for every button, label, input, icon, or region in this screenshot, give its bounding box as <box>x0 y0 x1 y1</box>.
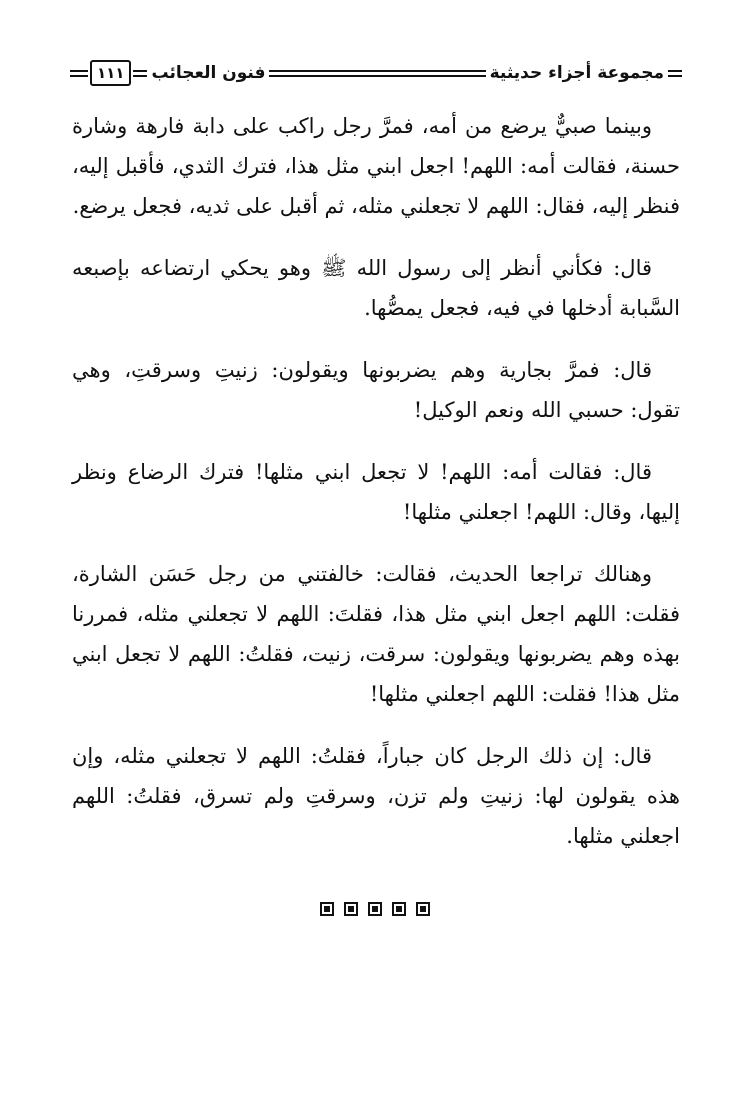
paragraph: قال: فكأني أنظر إلى رسول الله ﷺ وهو يحكي ارتضاعه بإصبعه السَّبابة أدخلها في فيه، فجعل يمصُّها. <box>72 256 680 320</box>
header-rule-before-page <box>133 70 147 77</box>
ornament-square-icon <box>416 902 430 916</box>
header-rule-left <box>70 70 88 77</box>
ornament-square-icon <box>392 902 406 916</box>
book-title: مجموعة أجزاء حديثية <box>489 63 664 83</box>
paragraph: وبينما صبيٌّ يرضع من أمه، فمرَّ رجل راكب على دابة فارهة وشارة حسنة، فقالت أمه: اللهم! اجعل ابني مثل هذا، فترك الثدي، فأقبل إليه، فنظر إليه، فقال: اللهم لا تجعلني مثله، ثم أقبل على ثديه، فجعل يرضع. <box>72 114 680 218</box>
body-text <box>72 106 680 878</box>
end-ornament-icon <box>320 902 430 918</box>
running-header <box>70 56 682 90</box>
paragraph: قال: فقالت أمه: اللهم! لا تجعل ابني مثلها! فترك الرضاع ونظر إليها، وقال: اللهم! اجعلني مثلها! <box>72 460 680 524</box>
paragraph: قال: فمرَّ بجارية وهم يضربونها ويقولون: زنيتِ وسرقتِ، وهي تقول: حسبي الله ونعم الوكيل! <box>72 358 680 422</box>
header-rule-right <box>668 70 682 77</box>
page-number: ١١١ <box>90 60 131 86</box>
paragraph: قال: إن ذلك الرجل كان جباراً، فقلتُ: اللهم لا تجعلني مثله، وإن هذه يقولون لها: زنيتِ ولم تزن، وسرقتِ ولم تسرق، فقلتُ: اللهم اجعلني مثلها. <box>72 744 680 848</box>
ornament-square-icon <box>344 902 358 916</box>
paragraph: وهنالك تراجعا الحديث، فقالت: خالفتني من رجل حَسَن الشارة، فقلت: اللهم اجعل ابني مثل هذا، فقلتَ: اللهم لا تجعلني مثله، فمررنا بهذه وهم يضربونها ويقولون: سرقت، زنيت، فقلتُ: اللهم لا تجعل ابني مثل هذا! فقلت: اللهم اجعلني مثلها! <box>72 562 680 706</box>
ornament-square-icon <box>368 902 382 916</box>
header-rule-middle <box>269 70 485 77</box>
chapter-title: فنون العجائب <box>151 63 266 83</box>
ornament-square-icon <box>320 902 334 916</box>
